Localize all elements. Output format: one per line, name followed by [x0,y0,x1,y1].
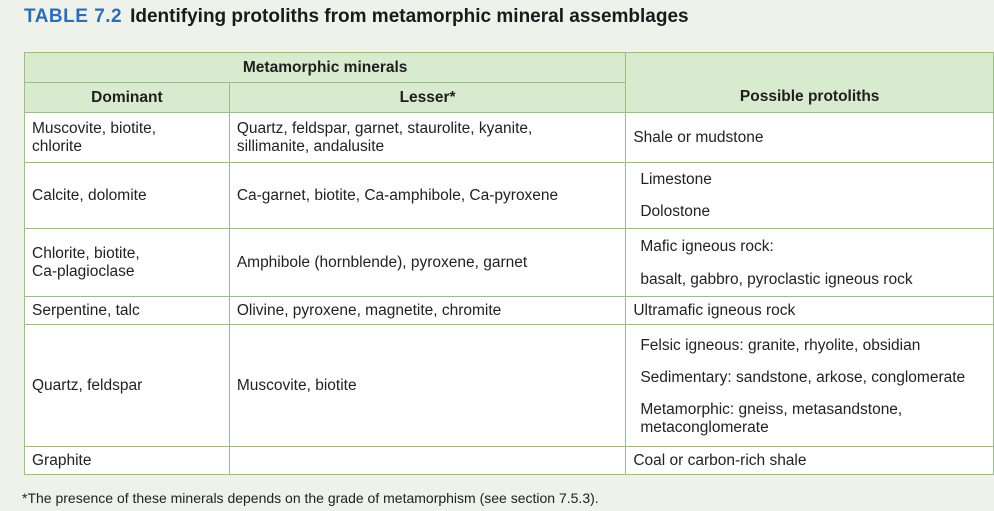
cell-dominant [25,163,230,229]
cell-text: Mafic igneous rock: [640,237,774,255]
table-caption: Identifying protoliths from metamorphic mineral assemblages [130,6,689,27]
cell-text: Shale or mudstone [633,128,764,146]
cell-dominant [25,447,230,475]
cell-lesser [229,447,626,475]
cell-text: metaconglomerate [640,418,769,436]
cell-text: Felsic igneous: granite, rhyolite, obsidian [640,336,921,354]
cell-text: Sedimentary: sandstone, arkose, conglomerate [640,368,966,386]
cell-text: Calcite, dolomite [32,186,147,204]
cell-text: Dolostone [640,202,711,220]
cell-text: Muscovite, biotite, [32,119,157,137]
cell-text: Chlorite, biotite, [32,244,140,262]
cell-text: Graphite [32,451,92,469]
table-title [24,6,689,28]
cell-text: Muscovite, biotite [236,376,357,394]
table-row [25,447,994,475]
cell-protolith [626,297,994,325]
cell-text: Ca-plagioclase [32,262,135,280]
cell-text: Metamorphic: gneiss, metasandstone, [640,400,903,418]
table-row [25,325,994,447]
cell-text: Ca-garnet, biotite, Ca-amphibole, Ca-pyroxene [236,186,559,204]
cell-text: chlorite [32,137,82,155]
cell-text: Coal or carbon-rich shale [633,451,807,469]
cell-protolith [626,447,994,475]
cell-text: Quartz, feldspar [32,376,143,394]
cell-text: basalt, gabbro, pyroclastic igneous rock [640,270,913,288]
cell-text: Ultramafic igneous rock [633,301,796,319]
protolith-table [24,52,994,475]
header-metamorphic-minerals: Metamorphic minerals [25,53,626,83]
cell-lesser [229,163,626,229]
cell-lesser [229,229,626,297]
cell-text: Quartz, feldspar, garnet, staurolite, kyanite, [236,119,533,137]
cell-lesser [229,113,626,163]
cell-dominant [25,297,230,325]
cell-lesser [229,325,626,447]
header-dominant: Dominant [25,83,230,113]
header-lesser: Lesser* [229,83,626,113]
cell-protolith [626,229,994,297]
cell-text: Olivine, pyroxene, magnetite, chromite [236,301,502,319]
cell-protolith [626,163,994,229]
cell-dominant [25,229,230,297]
table-row [25,297,994,325]
cell-text: Amphibole (hornblende), pyroxene, garnet [236,253,528,271]
footnote: *The presence of these minerals depends on the grade of metamorphism (see section 7.5.3). [22,490,599,506]
cell-dominant [25,113,230,163]
cell-text-group [633,395,986,441]
table-row [25,163,994,229]
cell-text: Limestone [640,170,712,188]
cell-text: sillimanite, andalusite [236,137,385,155]
cell-protolith [626,113,994,163]
cell-text: Serpentine, talc [32,301,140,319]
table-row [25,229,994,297]
cell-lesser [229,297,626,325]
cell-protolith [626,325,994,447]
cell-dominant [25,325,230,447]
header-possible-protoliths: Possible protoliths [626,53,994,113]
table-row [25,113,994,163]
table-number: TABLE 7.2 [24,6,123,27]
